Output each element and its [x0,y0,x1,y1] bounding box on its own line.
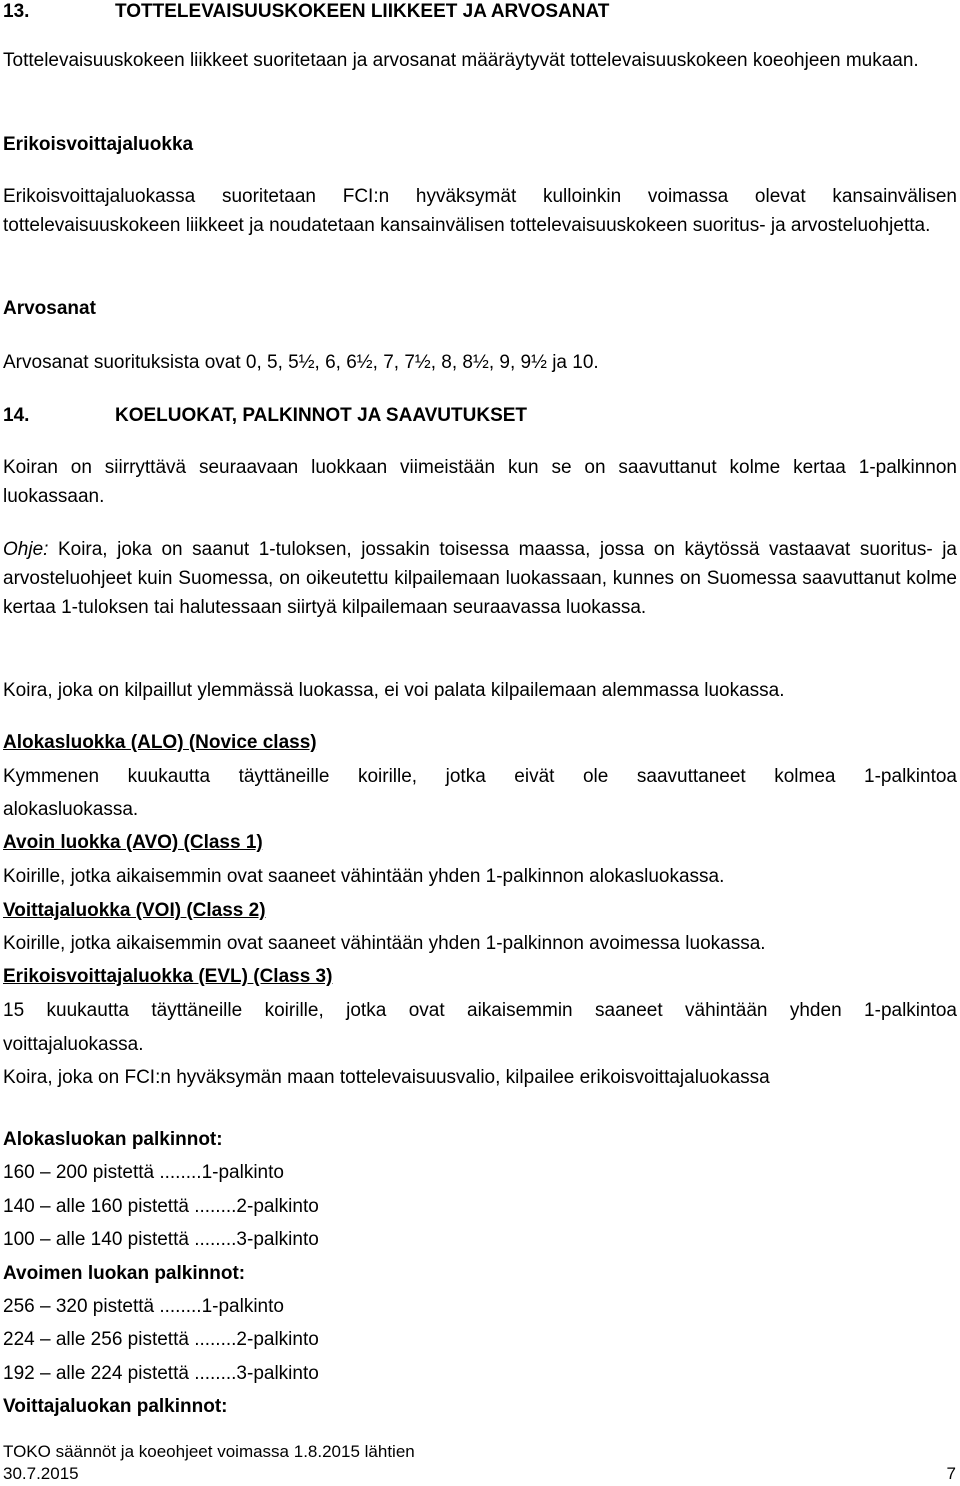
class-voi-heading: Voittajaluokka (VOI) (Class 2) [3,900,266,921]
ohje-label: Ohje: [3,539,49,560]
section-14-paragraph-1: Koiran on siirryttävä seuraavaan luokkaan viimeistään kun se on saavuttanut kolme kertaa 1-palkinnon luokassaan. [3,457,957,507]
section-14-paragraph-2: Koira, joka on kilpaillut ylemmässä luokassa, ei voi palata kilpailemaan alemmassa luokassa. [3,680,785,701]
prizes-avo-heading: Avoimen luokan palkinnot: [3,1263,246,1284]
footer-date: 30.7.2015 [3,1464,79,1483]
section-13-heading [3,0,957,26]
class-evl-line-1: 15 kuukautta täyttäneille koirille, jotka ovat aikaisemmin saaneet vähintään yhden 1-palkintoa [3,1000,957,1021]
prize-alo-2: 140 – alle 160 pistettä ........2-palkinto [3,1196,319,1217]
section-14-heading [3,401,957,430]
section-13-title: TOTTELEVAISUUSKOKEEN LIIKKEET JA ARVOSANAT [115,1,610,22]
ohje-paragraph [3,535,957,622]
erikoisvoittajaluokka-subheading: Erikoisvoittajaluokka [3,134,194,155]
prize-avo-2: 224 – alle 256 pistettä ........2-palkinto [3,1329,319,1350]
class-evl-heading: Erikoisvoittajaluokka (EVL) (Class 3) [3,966,333,987]
fci-note: Koira, joka on FCI:n hyväksymän maan tottelevaisuusvalio, kilpailee erikoisvoittajaluokassa [3,1067,770,1088]
prizes-voi-heading: Voittajaluokan palkinnot: [3,1396,228,1417]
footer-title: TOKO säännöt ja koeohjeet voimassa 1.8.2015 lähtien [3,1442,415,1461]
prizes-alo-heading: Alokasluokan palkinnot: [3,1129,223,1150]
arvosanat-subheading: Arvosanat [3,298,96,319]
ohje-text: Koira, joka on saanut 1-tuloksen, jossakin toisessa maassa, jossa on käytössä vastaavat suoritus- ja arvosteluohjeet kuin Suomessa, on oikeutettu kilpailemaan luokassaan, kunnes on Suomessa saavuttanut kolme kertaa 1-tuloksen tai halutessaan siirtyä kilpailemaan seuraavassa luokassa. [3,539,957,618]
prize-alo-3: 100 – alle 140 pistettä ........3-palkinto [3,1229,319,1250]
erikoisvoittajaluokka-paragraph: Erikoisvoittajaluokassa suoritetaan FCI:n hyväksymät kulloinkin voimassa olevat kansainvälisen tottelevaisuuskokeen liikkeet ja noudatetaan kansainvälisen tottelevaisuuskokeen suoritus- ja arvosteluohjetta. [3,186,957,236]
section-13-intro: Tottelevaisuuskokeen liikkeet suoritetaan ja arvosanat määräytyvät tottelevaisuuskokeen koeohjeen mukaan. [3,50,919,71]
section-14-title: KOELUOKAT, PALKINNOT JA SAAVUTUKSET [115,405,528,426]
class-alo-heading: Alokasluokka (ALO) (Novice class) [3,732,317,753]
section-13-number: 13. [3,1,30,22]
page-number: 7 [946,1464,956,1483]
prize-avo-3: 192 – alle 224 pistettä ........3-palkinto [3,1363,319,1384]
class-evl-line-2: voittajaluokassa. [3,1034,144,1055]
class-avo-heading: Avoin luokka (AVO) (Class 1) [3,832,263,853]
prize-avo-1: 256 – 320 pistettä ........1-palkinto [3,1296,284,1317]
section-14-number: 14. [3,405,30,426]
class-alo-line-1: Kymmenen kuukautta täyttäneille koirille, jotka eivät ole saavuttaneet kolmea 1-palkintoa [3,766,957,787]
arvosanat-paragraph: Arvosanat suorituksista ovat 0, 5, 5½, 6, 6½, 7, 7½, 8, 8½, 9, 9½ ja 10. [3,352,599,373]
class-alo-line-2: alokasluokassa. [3,799,139,820]
class-avo-line-1: Koirille, jotka aikaisemmin ovat saaneet vähintään yhden 1-palkinnon alokasluokassa. [3,866,725,887]
class-voi-line-1: Koirille, jotka aikaisemmin ovat saaneet vähintään yhden 1-palkinnon avoimessa luokassa. [3,933,766,954]
prize-alo-1: 160 – 200 pistettä ........1-palkinto [3,1162,284,1183]
